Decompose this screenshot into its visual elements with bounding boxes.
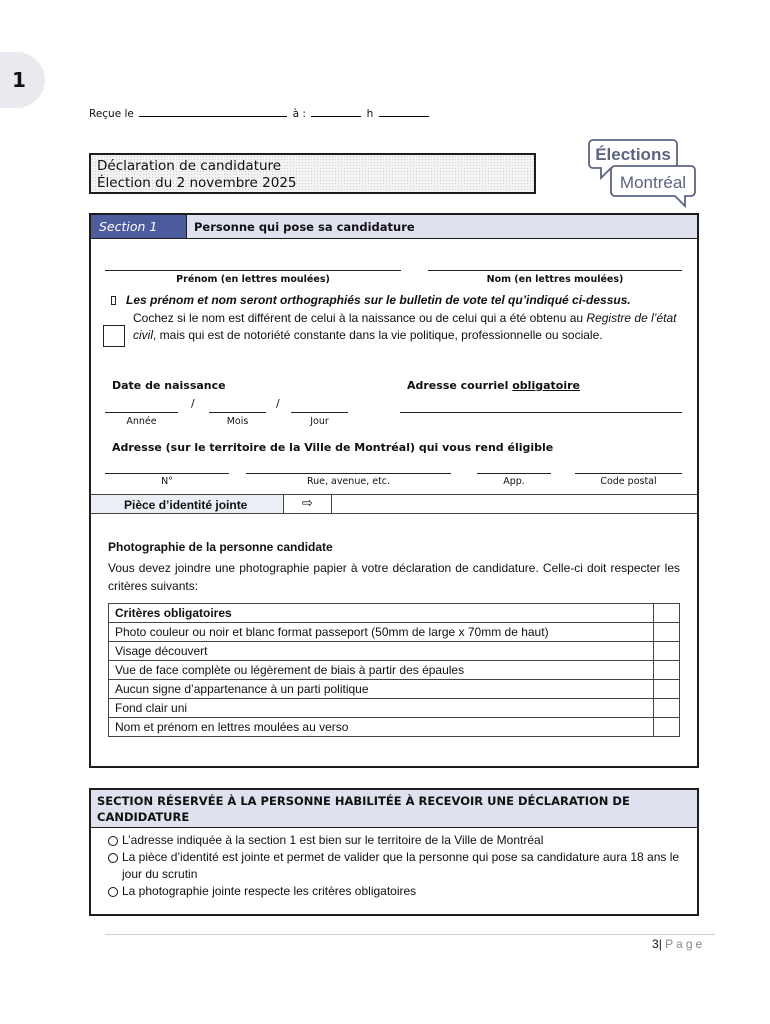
criteria-check-cell[interactable] (654, 623, 680, 642)
criteria-check-cell[interactable] (654, 642, 680, 661)
received-hour-field[interactable] (311, 108, 361, 117)
list-item-text: La photographie jointe respecte les critères obligatoires (122, 884, 417, 898)
list-item[interactable] (108, 849, 688, 883)
circle-checkbox-icon[interactable] (108, 836, 118, 846)
last-name-field[interactable] (428, 270, 682, 271)
number-label: N° (161, 476, 173, 487)
section-2-list (108, 832, 688, 900)
birth-month-field[interactable] (209, 412, 266, 413)
first-name-field[interactable] (105, 270, 401, 271)
birth-date-label: Date de naissance (112, 379, 226, 392)
elections-montreal-logo (585, 138, 697, 208)
received-label: Reçue le (89, 108, 134, 120)
section-1-header (91, 215, 697, 239)
h-label: h (366, 108, 374, 120)
table-row (109, 623, 680, 642)
received-date-field[interactable] (139, 108, 287, 117)
postal-code-label: Code postal (600, 476, 657, 487)
page-tab-number: 1 (12, 68, 26, 92)
birth-year-field[interactable] (105, 412, 178, 413)
form-title-box (89, 153, 536, 194)
photo-instructions: Vous devez joindre une photographie papier à votre déclaration de candidature. Celle-ci doit respecter les critères suivants: (108, 561, 680, 593)
section-2-title: SECTION RÉSERVÉE À LA PERSONNE HABILITÉE À RECEVOIR UNE DÉCLARATION DE CANDIDATURE (91, 790, 697, 828)
list-item-text: L’adresse indiquée à la section 1 est bien sur le territoire de la Ville de Montréal (122, 833, 544, 847)
street-label: Rue, avenue, etc. (306, 476, 391, 487)
birth-day-field[interactable] (291, 412, 348, 413)
date-slash-2: / (276, 397, 280, 410)
section-1-tag: Section 1 (91, 215, 187, 238)
table-row (109, 699, 680, 718)
address-number-field[interactable] (105, 473, 229, 474)
name-spelling-note: Les prénom et nom seront orthographiés sur le bulletin de vote tel qu’indiqué ci-dessus. (126, 293, 631, 307)
table-row (109, 680, 680, 699)
email-field[interactable] (400, 412, 682, 413)
last-name-label: Nom (en lettres moulées) (486, 274, 624, 285)
criteria-header-row (109, 604, 680, 623)
list-item[interactable] (108, 832, 688, 849)
address-label: Adresse (sur le territoire de la Ville de Montréal) qui vous rend éligible (112, 441, 554, 454)
email-required-text: obligatoire (512, 379, 580, 392)
table-row (109, 718, 680, 737)
at-label: à : (292, 108, 306, 120)
section-2 (89, 788, 699, 916)
different-name-checkbox[interactable] (103, 325, 125, 347)
circle-checkbox-icon[interactable] (108, 853, 118, 863)
table-row (109, 642, 680, 661)
list-item[interactable] (108, 883, 688, 900)
month-label: Mois (226, 416, 249, 427)
page-number: 3 (652, 937, 659, 951)
section-1-title: Personne qui pose sa candidature (194, 220, 415, 234)
footer-divider (105, 934, 715, 935)
criteria-check-cell[interactable] (654, 680, 680, 699)
form-subtitle: Élection du 2 novembre 2025 (97, 175, 297, 191)
criteria-item: Fond clair uni (109, 699, 654, 718)
year-label: Année (126, 416, 157, 427)
criteria-check-cell[interactable] (654, 661, 680, 680)
criteria-item: Nom et prénom en lettres moulées au verso (109, 718, 654, 737)
logo-text-elections: Élections (595, 145, 671, 164)
received-minute-field[interactable] (379, 108, 429, 117)
criteria-check-cell[interactable] (654, 699, 680, 718)
page-word: Page (665, 937, 706, 951)
bullet-icon (111, 296, 116, 305)
address-apt-field[interactable] (477, 473, 551, 474)
criteria-item: Visage découvert (109, 642, 654, 661)
page-tab (0, 52, 45, 108)
different-name-text-a: Cochez si le nom est différent de celui à la naissance ou de celui qui a été obtenu au (133, 311, 587, 325)
table-row (109, 661, 680, 680)
footer-separator: | (658, 937, 662, 951)
address-postal-field[interactable] (575, 473, 682, 474)
criteria-header: Critères obligatoires (109, 604, 654, 623)
list-item-text: La pièce d’identité est jointe et permet de valider que la personne qui pose sa candidature aura 18 ans le jour du scrutin (122, 850, 680, 881)
email-label (407, 379, 580, 392)
different-name-text (133, 310, 688, 344)
photo-title: Photographie de la personne candidate (108, 540, 333, 554)
criteria-check-cell[interactable] (654, 604, 680, 623)
section-1 (89, 213, 699, 768)
received-line (89, 108, 431, 120)
registre-etat-civil-text: Registre de l’état civil (133, 311, 677, 342)
address-street-field[interactable] (246, 473, 451, 474)
criteria-item: Photo couleur ou noir et blanc format passeport (50mm de large x 70mm de haut) (109, 623, 654, 642)
criteria-table (108, 603, 680, 737)
circle-checkbox-icon[interactable] (108, 887, 118, 897)
date-slash-1: / (191, 397, 195, 410)
day-label: Jour (310, 416, 329, 427)
id-document-label: Pièce d’identité jointe (91, 495, 284, 513)
first-name-label: Prénom (en lettres moulées) (176, 274, 330, 285)
criteria-check-cell[interactable] (654, 718, 680, 737)
logo-text-montreal: Montréal (619, 173, 687, 192)
criteria-item: Vue de face complète ou légèrement de biais à partir des épaules (109, 661, 654, 680)
page-footer (652, 937, 705, 951)
id-document-row (91, 494, 697, 514)
form-title: Déclaration de candidature (97, 158, 282, 174)
apt-label: App. (503, 476, 525, 487)
email-label-text: Adresse courriel (407, 379, 513, 392)
different-name-text-b: , mais qui est de notoriété constante dans la vie politique, professionnelle ou sociale. (153, 328, 603, 342)
criteria-item: Aucun signe d’appartenance à un parti politique (109, 680, 654, 699)
arrow-right-icon: ⇨ (284, 495, 332, 513)
